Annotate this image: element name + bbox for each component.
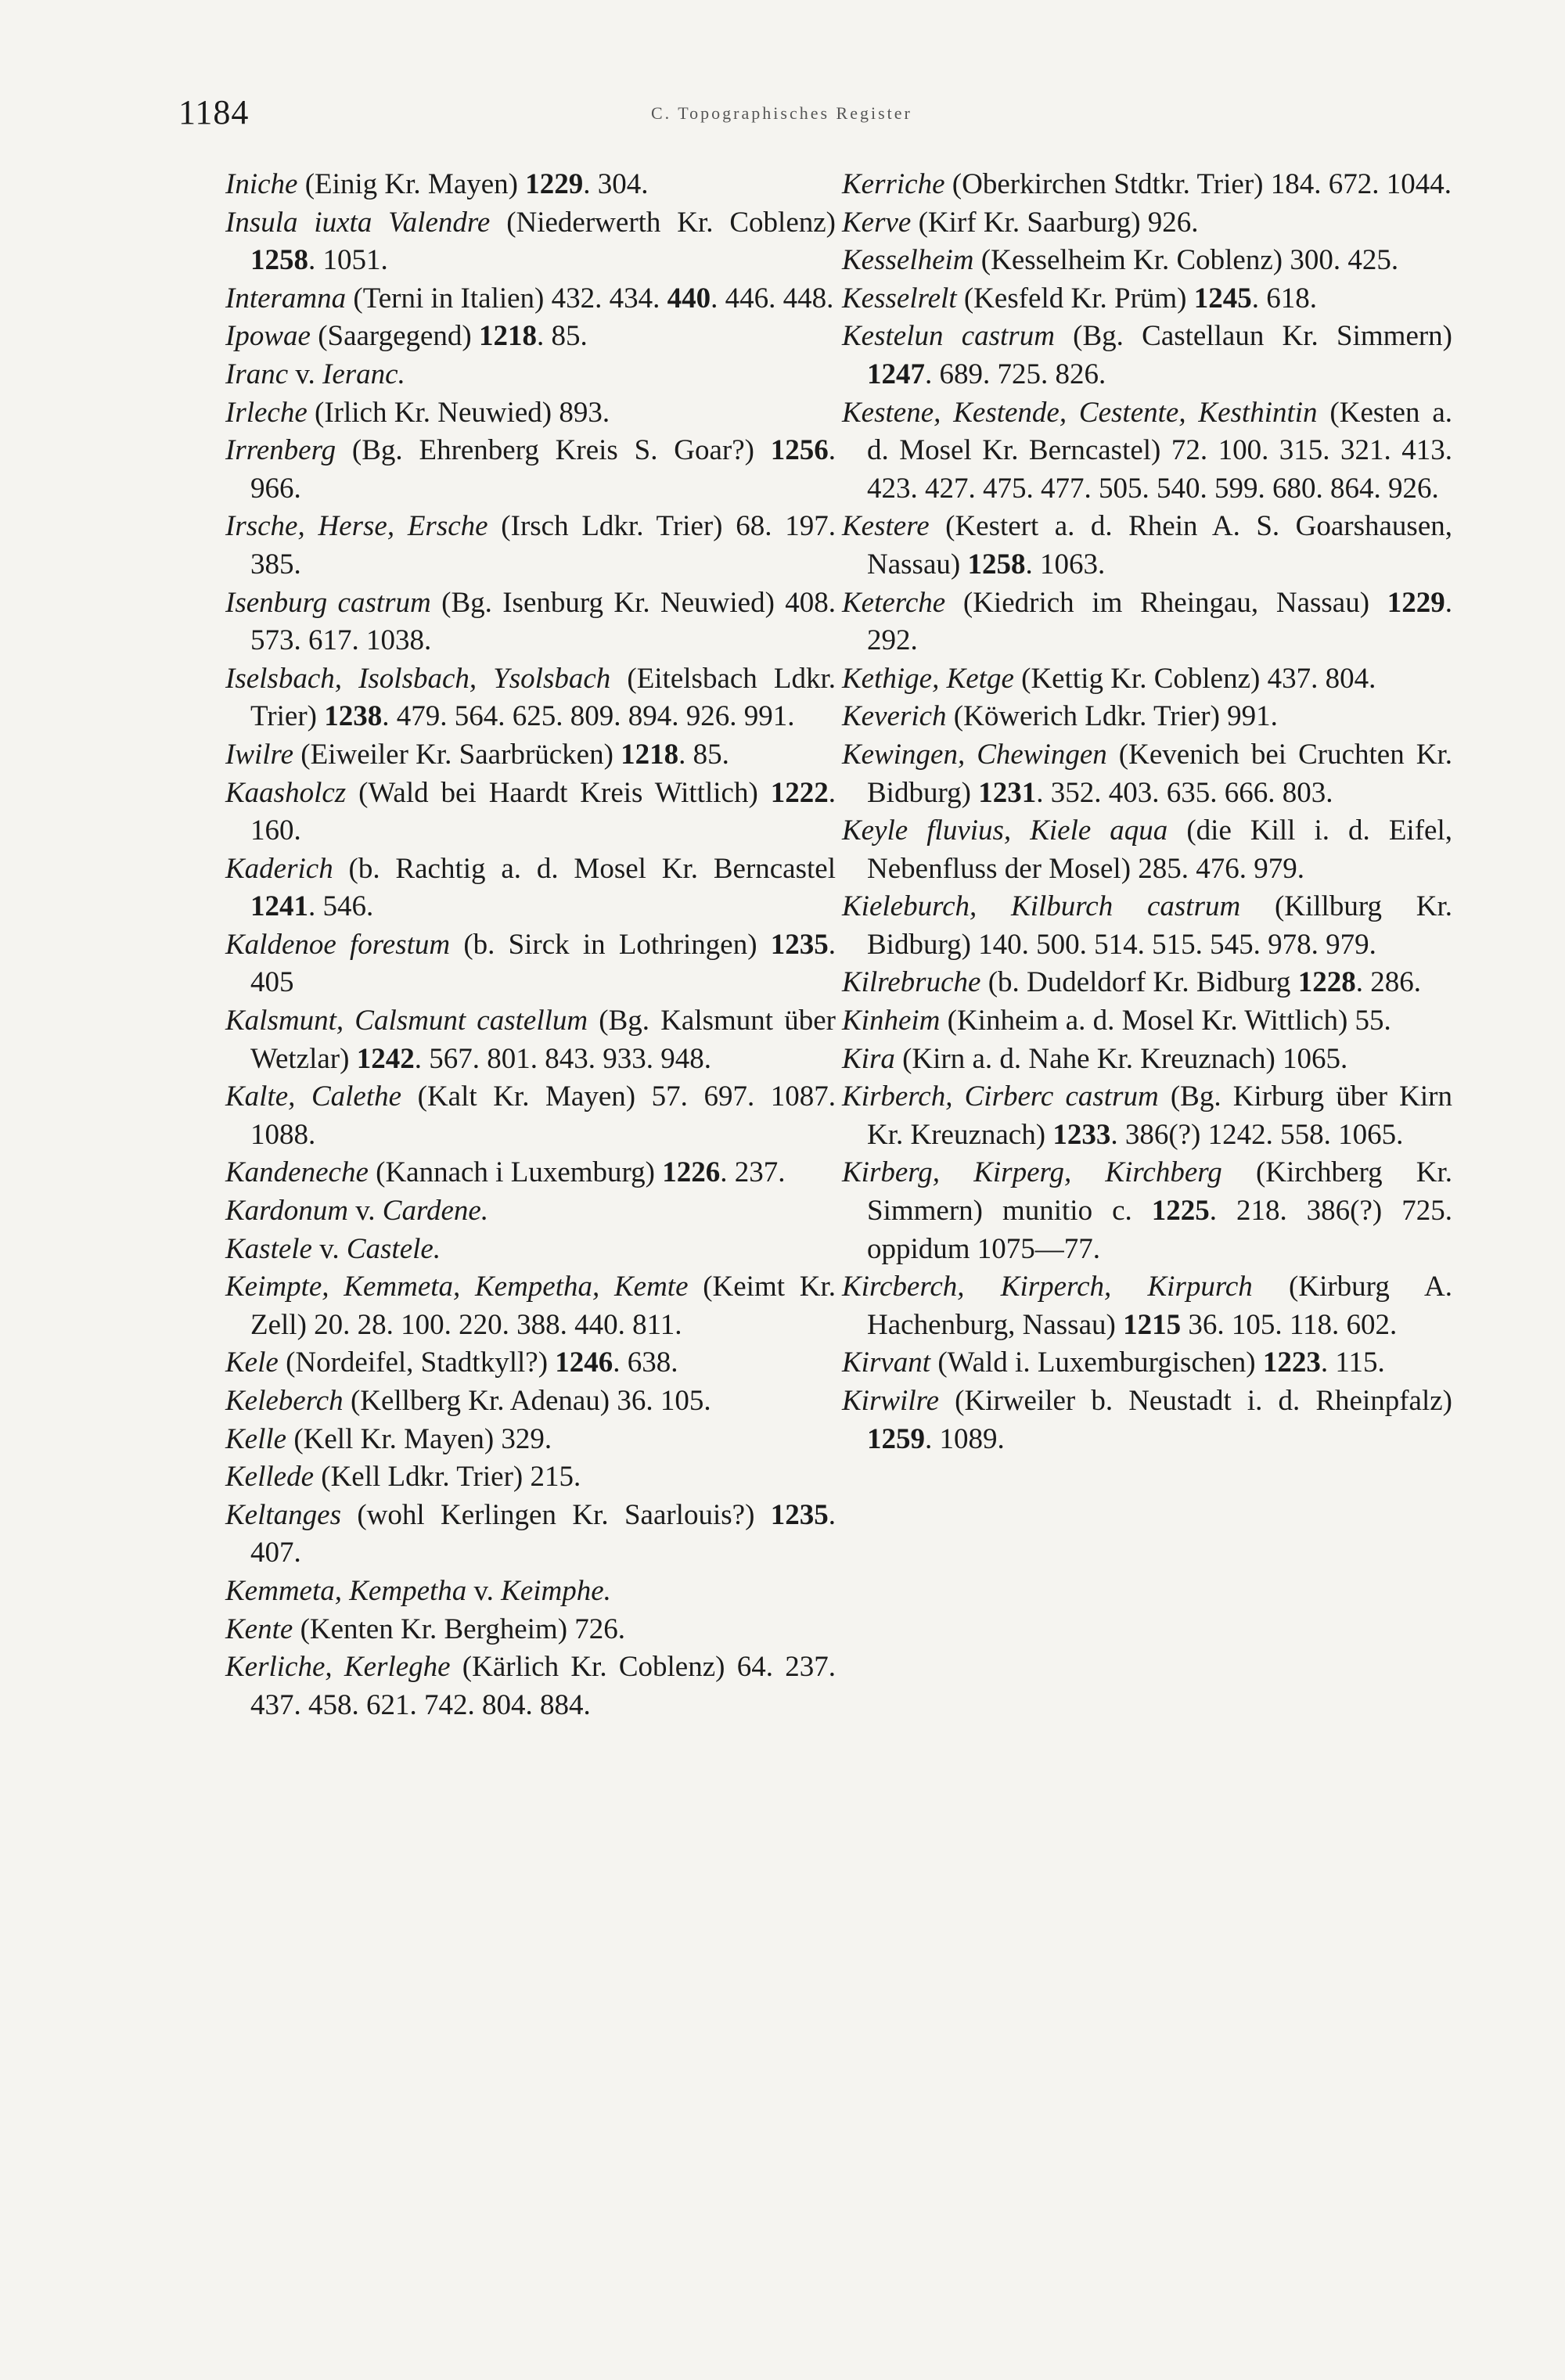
entry-text: (Bg. Kirburg über Kirn Kr. Kreuznach): [867, 1080, 1452, 1151]
entry-text: (b. Rachtig a. d. Mosel Kr. Berncastel: [333, 852, 836, 885]
entry-year: 1215: [1123, 1308, 1182, 1341]
index-entry: [225, 1231, 836, 1269]
index-entry: [842, 736, 1452, 812]
entry-headword: Keleberch: [225, 1385, 344, 1417]
entry-references: . 292.: [867, 586, 1452, 657]
entry-text: (Oberkirchen Stdtkr. Trier) 184. 672. 1044.: [944, 168, 1452, 200]
entry-headword: Kalte, Calethe: [225, 1080, 402, 1113]
entry-year: 1238: [324, 700, 383, 733]
entry-text: (Kestert a. d. Rhein A. S. Goarshausen, Nassau): [867, 510, 1452, 581]
entry-references: . 386(?) 1242. 558. 1065.: [1110, 1118, 1404, 1151]
entry-text: (Kevenich bei Cruchten Kr. Bidburg): [867, 738, 1453, 809]
index-entry: [842, 1002, 1452, 1041]
index-entry: [225, 1573, 836, 1611]
entry-text: (Kirweiler b. Neustadt i. d. Rheinpfalz): [939, 1385, 1452, 1417]
index-entry: [842, 584, 1452, 660]
entry-text: (Kell Ldkr. Trier) 215.: [314, 1461, 581, 1494]
entry-references: . 966.: [250, 434, 836, 505]
index-entry: [842, 1344, 1452, 1382]
entry-references: . 218. 386(?) 725. oppidum 1075—77.: [867, 1195, 1452, 1265]
index-entry: [225, 1382, 836, 1421]
entry-headword: Kesselrelt: [842, 282, 957, 315]
index-entry: [225, 1497, 836, 1573]
entry-headword: Iwilre: [225, 738, 294, 771]
entry-text: (Kirn a. d. Nahe Kr. Kreuznach) 1065.: [894, 1042, 1348, 1075]
entry-text: (Bg. Isenburg Kr. Neuwied) 408. 573. 617. 1038.: [250, 586, 836, 657]
entry-references: . 405: [250, 928, 836, 999]
entry-text: v.: [347, 1195, 383, 1228]
entry-year: 1218: [621, 738, 679, 771]
entry-year: 1235: [770, 1498, 829, 1531]
entry-headword: Kerve: [842, 206, 912, 239]
entry-text: (Kesfeld Kr. Prüm): [956, 282, 1194, 315]
entry-year: 1245: [1193, 282, 1252, 315]
index-entry: [842, 888, 1452, 964]
entry-year: 1246: [555, 1346, 613, 1379]
entry-year: 1223: [1262, 1346, 1321, 1379]
entry-year: 1229: [525, 168, 584, 200]
index-entry: [842, 280, 1452, 318]
entry-year: 1233: [1052, 1118, 1111, 1151]
entry-references: . 237.: [720, 1156, 786, 1189]
entry-text: (Kesten a. d. Mosel Kr. Berncastel) 72. 100. 315. 321. 413. 423. 427. 475. 477. 505. 540. 599. 680. 864. 926.: [867, 396, 1452, 505]
entry-headword: Kewingen, Chewingen: [842, 738, 1107, 771]
entry-references: . 85.: [678, 738, 729, 771]
entry-headword: Kirwilre: [842, 1385, 940, 1417]
entry-year: 1242: [356, 1042, 415, 1075]
entry-year: 1218: [479, 320, 537, 353]
entry-year: 440: [667, 282, 711, 315]
entry-headword: Kirvant: [842, 1346, 931, 1379]
page-number: 1184: [178, 93, 250, 131]
index-entry: [225, 318, 836, 356]
index-entry: [842, 1041, 1452, 1079]
running-title: C. Topographisches Register: [651, 103, 912, 123]
entry-headword: Kele: [225, 1346, 279, 1379]
entry-headword: Interamna: [225, 282, 347, 315]
entry-headword: Keterche: [842, 586, 946, 619]
entry-references: . 1063.: [1025, 548, 1106, 581]
entry-references: . 352. 403. 635. 666. 803.: [1036, 776, 1333, 809]
index-entry: [842, 660, 1452, 699]
entry-headword: Kestene, Kestende, Cestente, Kesthintin: [842, 396, 1318, 429]
entry-text: (Kinheim a. d. Mosel Kr. Wittlich) 55.: [940, 1005, 1391, 1037]
entry-headword: Kaldenoe forestum: [225, 928, 451, 961]
index-entry: [842, 204, 1452, 243]
entry-text: (Bg. Ehrenberg Kreis S. Goar?): [336, 434, 771, 467]
entry-text: (Eitelsbach Ldkr. Trier): [250, 662, 836, 733]
entry-year: 1259: [867, 1422, 925, 1455]
index-entry: [225, 1192, 836, 1231]
entry-references: . 1051.: [308, 244, 388, 277]
index-column-left: [225, 166, 836, 1724]
entry-text: (die Kill i. d. Eifel, Nebenfluss der Mosel) 285. 476. 979.: [867, 814, 1452, 885]
index-entry: [225, 356, 836, 394]
index-entry: [225, 166, 836, 204]
entry-headword: Kellede: [225, 1461, 315, 1494]
index-entry: [842, 1154, 1452, 1268]
entry-headword: Kirberch, Cirberc castrum: [842, 1080, 1159, 1113]
entry-references: . 160.: [250, 776, 836, 847]
index-entry: [842, 698, 1452, 736]
index-entry: [842, 964, 1452, 1002]
entry-text: (b. Sirck in Lothringen): [450, 928, 771, 961]
entry-references: . 689. 725. 826.: [925, 358, 1106, 390]
entry-references: . 567. 801. 843. 933. 948.: [414, 1042, 711, 1075]
index-entry: [225, 1611, 836, 1649]
index-entry: [225, 1458, 836, 1497]
entry-references: . 546.: [308, 890, 374, 923]
entry-headword: Irleche: [225, 396, 308, 429]
page-header: [178, 92, 1493, 139]
entry-headword: Iniche: [225, 168, 298, 200]
index-entry: [225, 736, 836, 775]
entry-year: 1228: [1297, 966, 1356, 999]
entry-text: (Niederwerth Kr. Coblenz): [490, 206, 836, 239]
index-entry: [225, 1344, 836, 1382]
entry-headword: Kethige, Ketge: [842, 662, 1014, 695]
index-entry: [842, 508, 1452, 584]
index-entry: [225, 1648, 836, 1724]
entry-year: 1241: [250, 890, 308, 923]
entry-year: 1226: [662, 1156, 721, 1189]
entry-text: (Kalt Kr. Mayen) 57. 697. 1087. 1088.: [250, 1080, 836, 1151]
entry-text: (b. Dudeldorf Kr. Bidburg: [980, 966, 1298, 999]
entry-headword: Kircberch, Kirperch, Kirpurch: [842, 1271, 1253, 1303]
entry-text: v.: [288, 358, 323, 390]
entry-year: 1258: [250, 244, 308, 277]
entry-headword: Insula iuxta Valendre: [225, 206, 491, 239]
entry-text: (Irlich Kr. Neuwied) 893.: [307, 396, 610, 429]
entry-cross-reference: Ieranc.: [322, 358, 405, 390]
entry-text: (Killburg Kr. Bidburg) 140. 500. 514. 515. 545. 978. 979.: [867, 890, 1452, 961]
entry-headword: Iselsbach, Isolsbach, Ysolsbach: [225, 662, 611, 695]
entry-references: . 638.: [613, 1346, 678, 1379]
entry-year: 1258: [967, 548, 1026, 581]
index-entry: [225, 775, 836, 850]
entry-references: . 446. 448.: [711, 282, 834, 315]
entry-headword: Kaasholcz: [225, 776, 347, 809]
index-entry: [225, 204, 836, 280]
entry-headword: Kira: [842, 1042, 895, 1075]
entry-text: (Kell Kr. Mayen) 329.: [286, 1422, 552, 1455]
entry-headword: Ipowae: [225, 320, 311, 353]
entry-references: . 304.: [583, 168, 649, 200]
entry-text: (Kettig Kr. Coblenz) 437. 804.: [1013, 662, 1376, 695]
entry-references: . 286.: [1355, 966, 1421, 999]
entry-year: 1256: [770, 434, 829, 467]
entry-year: 1235: [770, 928, 829, 961]
entry-references: . 479. 564. 625. 809. 894. 926. 991.: [382, 700, 795, 733]
entry-headword: Kinheim: [842, 1005, 941, 1037]
entry-headword: Keltanges: [225, 1498, 341, 1531]
entry-headword: Kerriche: [842, 168, 945, 200]
entry-text: (Kesselheim Kr. Coblenz) 300. 425.: [973, 244, 1399, 277]
entry-text: (Saargegend): [310, 320, 479, 353]
entry-text: (Kiedrich im Rheingau, Nassau): [945, 586, 1387, 619]
entry-text: (Kirchberg Kr. Simmern) munitio c.: [867, 1156, 1453, 1228]
entry-cross-reference: Cardene.: [382, 1195, 489, 1228]
index-column-right: [842, 166, 1452, 1458]
entry-headword: Kirberg, Kirperg, Kirchberg: [842, 1156, 1222, 1189]
entry-text: (Kellberg Kr. Adenau) 36. 105.: [343, 1385, 711, 1417]
entry-headword: Kalsmunt, Calsmunt castellum: [225, 1005, 588, 1037]
entry-year: 1222: [770, 776, 829, 809]
entry-references: . 618.: [1251, 282, 1317, 315]
index-entry: [842, 1078, 1452, 1154]
entry-text: (Köwerich Ldkr. Trier) 991.: [946, 700, 1278, 733]
entry-year: 1229: [1387, 586, 1445, 619]
entry-text: (Einig Kr. Mayen): [297, 168, 526, 200]
entry-references: . 115.: [1320, 1346, 1385, 1379]
index-entry: [842, 394, 1452, 509]
index-entry: [225, 1268, 836, 1344]
entry-text: v.: [466, 1574, 502, 1607]
entry-text: (Kannach i Luxemburg): [368, 1156, 663, 1189]
entry-text: (Irsch Ldkr. Trier) 68. 197. 385.: [250, 510, 836, 581]
entry-headword: Kerliche, Kerleghe: [225, 1651, 451, 1684]
entry-headword: Kieleburch, Kilburch castrum: [842, 890, 1241, 923]
entry-year: 1247: [867, 358, 925, 390]
entry-headword: Kilrebruche: [842, 966, 981, 999]
entry-text: (Kirf Kr. Saarburg) 926.: [911, 206, 1199, 239]
entry-year: 1225: [1151, 1195, 1210, 1228]
entry-headword: Irsche, Herse, Ersche: [225, 510, 488, 543]
entry-headword: Kestelun castrum: [842, 320, 1055, 353]
entry-headword: Keverich: [842, 700, 947, 733]
index-entry: [842, 812, 1452, 888]
entry-headword: Kelle: [225, 1422, 287, 1455]
entry-headword: Kestere: [842, 510, 930, 543]
index-entry: [225, 1078, 836, 1154]
entry-text: (Terni in Italien) 432. 434.: [346, 282, 667, 315]
entry-year: 1231: [978, 776, 1037, 809]
entry-text: (Kirburg A. Hachenburg, Nassau): [867, 1271, 1452, 1341]
entry-text: (wohl Kerlingen Kr. Saarlouis?): [340, 1498, 771, 1531]
entry-text: (Wald i. Luxemburgischen): [930, 1346, 1263, 1379]
entry-headword: Iranc: [225, 358, 289, 390]
entry-text: (Keimt Kr. Zell) 20. 28. 100. 220. 388. 440. 811.: [250, 1271, 836, 1341]
index-entry: [225, 508, 836, 584]
entry-text: (Bg. Castellaun Kr. Simmern): [1054, 320, 1453, 353]
entry-text: (Wald bei Haardt Kreis Wittlich): [346, 776, 771, 809]
entry-references: . 407.: [250, 1498, 836, 1569]
entry-references: . 1089.: [925, 1422, 1005, 1455]
entry-references: . 85.: [537, 320, 588, 353]
index-entry: [225, 1421, 836, 1459]
entry-cross-reference: Keimphe.: [501, 1574, 611, 1607]
index-entry: [842, 166, 1452, 204]
index-entry: [225, 926, 836, 1002]
entry-text: (Eiweiler Kr. Saarbrücken): [293, 738, 621, 771]
entry-headword: Kaderich: [225, 852, 333, 885]
index-entry: [842, 1268, 1452, 1344]
entry-headword: Kemmeta, Kempetha: [225, 1574, 467, 1607]
entry-headword: Keyle fluvius, Kiele aqua: [842, 814, 1168, 847]
index-entry: [225, 660, 836, 736]
entry-text: (Nordeifel, Stadtkyll?): [278, 1346, 556, 1379]
index-entry: [842, 242, 1452, 280]
entry-headword: Kardonum: [225, 1195, 348, 1228]
entry-headword: Kesselheim: [842, 244, 974, 277]
index-entry: [225, 850, 836, 926]
index-entry: [225, 584, 836, 660]
entry-text: v.: [311, 1232, 347, 1265]
index-entry: [225, 394, 836, 433]
index-entry: [225, 280, 836, 318]
entry-headword: Isenburg castrum: [225, 586, 431, 619]
index-entry: [842, 318, 1452, 394]
entry-cross-reference: Castele.: [346, 1232, 441, 1265]
entry-headword: Kente: [225, 1612, 293, 1645]
entry-text: (Kärlich Kr. Coblenz) 64. 237. 437. 458. 621. 742. 804. 884.: [250, 1651, 836, 1721]
entry-headword: Kandeneche: [225, 1156, 369, 1189]
entry-headword: Keimpte, Kemmeta, Kempetha, Kemte: [225, 1271, 689, 1303]
entry-references: 36. 105. 118. 602.: [1181, 1308, 1398, 1341]
index-entry: [225, 1154, 836, 1192]
index-entry: [225, 1002, 836, 1078]
entry-headword: Kastele: [225, 1232, 312, 1265]
index-entry: [842, 1382, 1452, 1458]
entry-text: (Kenten Kr. Bergheim) 726.: [293, 1612, 626, 1645]
entry-text: (Bg. Kalsmunt über Wetzlar): [250, 1005, 836, 1075]
entry-headword: Irrenberg: [225, 434, 336, 467]
index-entry: [225, 432, 836, 508]
